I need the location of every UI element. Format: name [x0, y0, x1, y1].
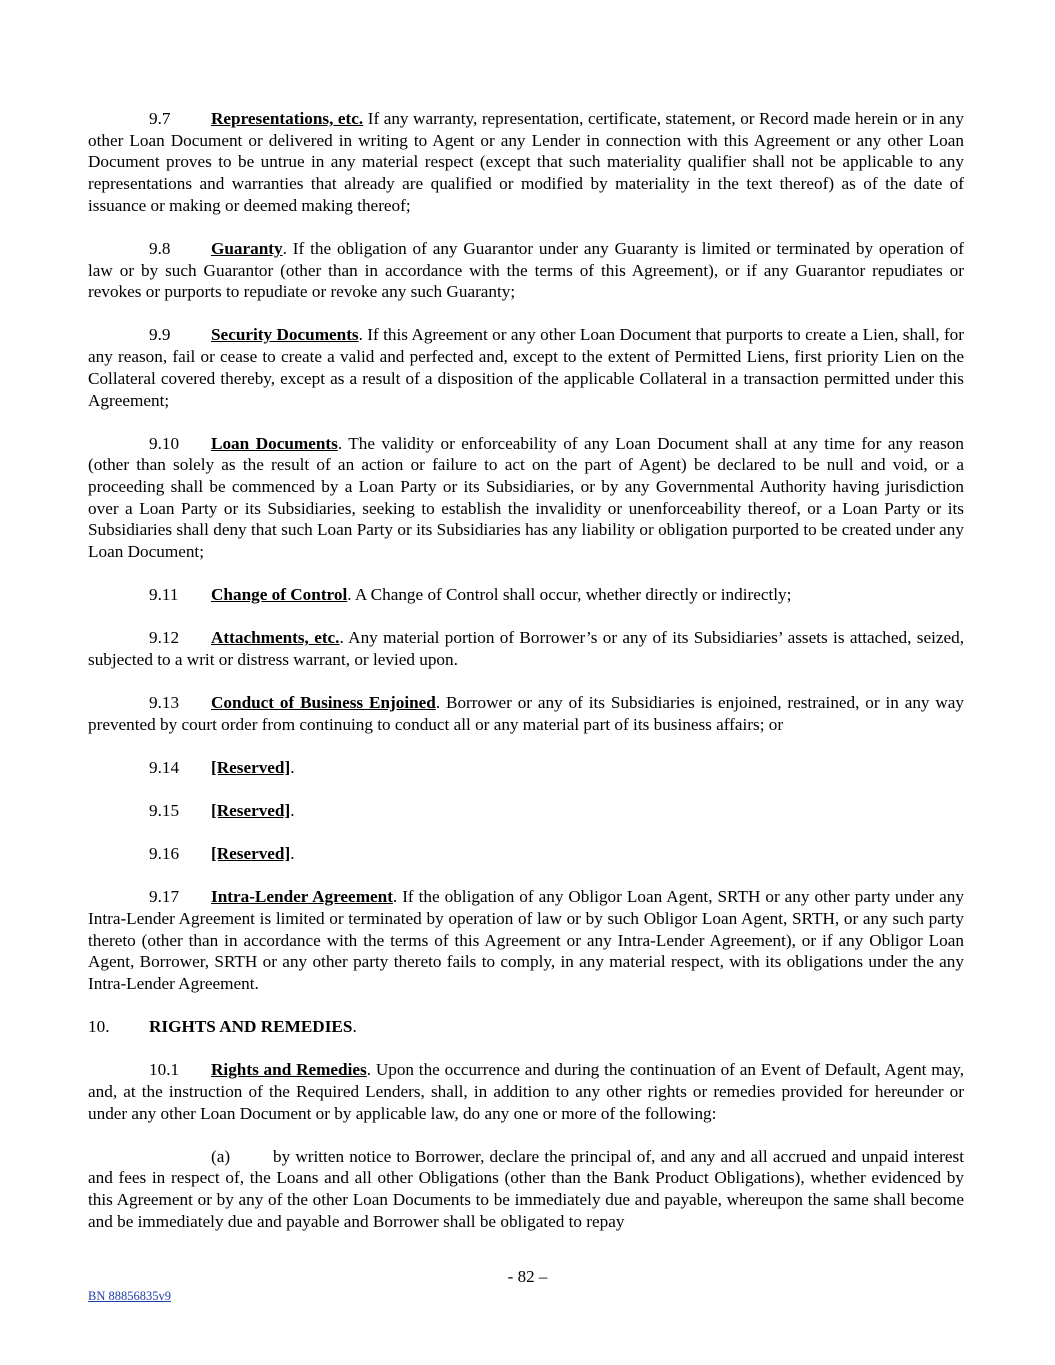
section-9-16 — [88, 843, 964, 865]
section-heading: Guaranty — [211, 238, 283, 258]
section-text: . Any material portion of Borrower’s or any of its Subsidiaries’ assets is attached, seized, subjected to a writ or distress warrant, or levied upon. — [88, 628, 964, 670]
section-number: 9.16 — [149, 844, 180, 864]
section-9-15 — [88, 800, 964, 822]
section-number: 9.15 — [149, 801, 180, 820]
section-9-7 — [88, 108, 964, 217]
section-heading: Loan Documents — [211, 433, 338, 453]
article-title: RIGHTS AND REMEDIES — [149, 1017, 353, 1037]
section-heading: Change of Control — [211, 585, 348, 605]
section-number: 10.1 — [149, 1060, 180, 1080]
document-page — [88, 108, 964, 1254]
section-text: . If the obligation of any Guarantor under any Guaranty is limited or terminated by operation of law or by such Guarantor (other than in accordance with the terms of this Agreement), or if any Guarantor repudiates or revokes or purports to repudiate or revoke any such Guaranty; — [88, 238, 964, 302]
section-heading: Attachments, etc. — [211, 628, 340, 648]
section-text: . The validity or enforceability of any Loan Document shall at any time for any reason (other than solely as the result of an action or failure to act on the part of Agent) be declared to be null and void, or a proceeding shall be commenced by a Loan Party or its Subsidiaries, or by any Governmental Authority having jurisdiction over a Loan Party or its Subsidiaries, seeking to establish the invalidity or unenforceability thereof, or a Loan Party or its Subsidiaries shall deny that such Loan Party or its Subsidiaries has any liability or obligation purported to be created under any Loan Document; — [88, 433, 964, 562]
section-text: If any warranty, representation, certificate, statement, or Record made herein or in any other Loan Document or delivered in writing to Agent or any Lender in connection with this Agreement or any other Loan Document proves to be untrue in any material respect (except that such materiality qualifier shall not be applicable to any representations and warranties that already are qualified or modified by materiality in the text thereof) as of the date of issuance or making or deemed making thereof; — [88, 109, 964, 215]
article-title-suffix: . — [352, 1017, 357, 1037]
section-9-9 — [88, 324, 964, 411]
document-id-link[interactable]: BN 88856835v9 — [88, 1289, 171, 1303]
section-9-14 — [88, 757, 964, 779]
section-text: . — [290, 757, 295, 777]
section-number: 9.12 — [149, 628, 180, 648]
section-9-11 — [88, 584, 964, 606]
section-number: 9.14 — [149, 757, 180, 777]
section-text: . — [290, 801, 295, 820]
section-text: . Borrower or any of its Subsidiaries is enjoined, restrained, or in any way prevented by court order from continuing to conduct all or any material part of its business affairs; or — [88, 693, 965, 734]
section-number: 9.13 — [149, 693, 180, 713]
section-number: 9.10 — [149, 433, 180, 453]
section-number: 9.7 — [149, 109, 171, 128]
section-9-17 — [88, 886, 964, 995]
section-number: 9.17 — [149, 887, 180, 907]
section-heading: Representations, etc. — [211, 109, 364, 128]
section-number: 9.8 — [149, 238, 171, 258]
section-text: . If this Agreement or any other Loan Document that purports to create a Lien, shall, for any reason, fail or cease to create a valid and perfected and, except to the extent of Permitted Liens, first priority Lien on the Collateral covered thereby, except as a result of a disposition of the applicable Collateral in a transaction permitted under this Agreement; — [88, 325, 964, 410]
clause-label: (a) — [211, 1146, 231, 1166]
section-9-13 — [88, 692, 964, 735]
section-9-10 — [88, 433, 964, 563]
article-number: 10. — [88, 1017, 110, 1037]
section-heading: Rights and Remedies — [211, 1060, 367, 1080]
section-heading: Intra-Lender Agreement — [211, 887, 393, 907]
section-heading: [Reserved] — [211, 757, 291, 777]
section-heading: [Reserved] — [211, 801, 291, 820]
section-text: . If the obligation of any Obligor Loan Agent, SRTH or any other party under any Intra-Lender Agreement is limited or terminated by operation of law or by such Obligor Loan Agent, SRTH, or any such party thereto (other than in accordance with the terms of this Agreement or any Intra-Lender Agreement), or if any Obligor Loan Agent, Borrower, SRTH or any other party thereto fails to comply, in any material respect, with its obligations under the any Intra-Lender Agreement. — [88, 887, 964, 993]
clause-a — [88, 1146, 964, 1233]
section-number: 9.11 — [149, 585, 179, 605]
section-text: . Upon the occurrence and during the continuation of an Event of Default, Agent may, and, at the instruction of the Required Lenders, shall, in addition to any other rights or remedies provided for hereunder or under any other Loan Document or by applicable law, do any one or more of the following: — [88, 1060, 965, 1123]
section-9-8 — [88, 238, 964, 303]
section-heading: [Reserved] — [211, 844, 291, 864]
article-10-heading — [88, 1016, 964, 1038]
page-number: - 82 – — [507, 1267, 548, 1286]
section-text: . — [290, 844, 295, 864]
section-10-1 — [88, 1059, 964, 1124]
section-text: . A Change of Control shall occur, whether directly or indirectly; — [347, 585, 792, 605]
section-9-12 — [88, 627, 964, 670]
section-number: 9.9 — [149, 325, 171, 345]
section-heading: Conduct of Business Enjoined — [211, 693, 436, 713]
section-heading: Security Documents — [211, 325, 359, 345]
clause-text: by written notice to Borrower, declare the principal of, and any and all accrued and unpaid interest and fees in respect of, the Loans and all other Obligations (other than the Bank Product Obligations), whether evidenced by this Agreement or by any of the other Loan Documents to be immediately due and payable, whereupon the same shall become and be immediately due and payable and Borrower shall be obligated to repay — [88, 1146, 964, 1231]
